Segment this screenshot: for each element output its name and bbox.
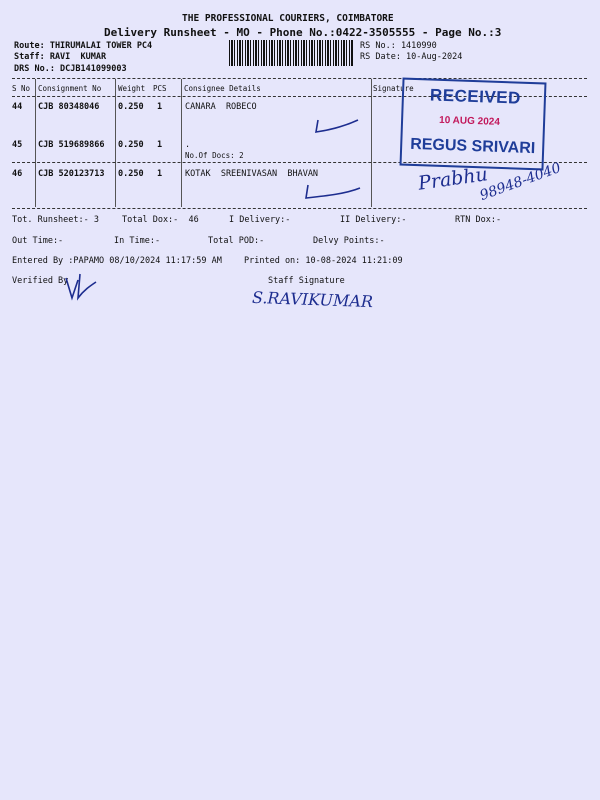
stamp-date: 10 AUG 2024 [438, 114, 501, 128]
row-45-weight: 0.250 [118, 140, 144, 150]
verified-signature [60, 268, 100, 304]
row-44-consignee: CANARA ROBECO [185, 102, 257, 112]
rs-number: RS No.: 1410990 [360, 41, 437, 51]
row-44-consignment: CJB 80348046 [38, 102, 100, 112]
received-stamp [400, 78, 547, 171]
staff-signature: S.RAVIKUMAR [251, 287, 374, 312]
row-46-consignment: CJB 520123713 [38, 169, 105, 179]
row-45-docs-note: No.Of Docs: 2 [185, 151, 244, 160]
row-45-pcs: 1 [157, 140, 163, 150]
row-46-pcs: 1 [157, 169, 163, 179]
i-delivery: I Delivery:- [229, 215, 291, 225]
col-signature: Signature [373, 84, 414, 93]
in-time: In Time:- [114, 236, 161, 246]
receiver-signature: Prabhu [416, 163, 490, 195]
out-time: Out Time:- [12, 236, 64, 246]
company-name: THE PROFESSIONAL COURIERS, COIMBATORE [182, 13, 394, 24]
row-44-weight: 0.250 [118, 102, 144, 112]
row-46-consignee: KOTAK SREENIVASAN BHAVAN [185, 169, 319, 179]
rtn-dox: RTN Dox:- [455, 215, 502, 225]
col-weight: Weight [118, 84, 146, 93]
col-sno: S No [12, 84, 31, 93]
receiver-phone: 98948-4040 [477, 159, 564, 205]
barcode [229, 40, 354, 66]
delvy-points: Delvy Points:- [313, 236, 385, 246]
rs-date: RS Date: 10-Aug-2024 [360, 52, 463, 62]
verified-by-label: Verified By [12, 276, 69, 286]
entered-by: Entered By :PAPAMO 08/10/2024 11:17:59 AM [12, 256, 222, 266]
tick-icon [306, 185, 360, 198]
route-label: Route: THIRUMALAI TOWER PC4 [14, 41, 153, 51]
stamp-company-name: REGUS SRIVARI [409, 135, 536, 158]
row-45-consignee: . [185, 140, 191, 150]
total-pod: Total POD:- [208, 236, 265, 246]
col-rule [35, 79, 36, 207]
total-dox: Total Dox:- 46 [122, 215, 199, 225]
printed-on: Printed on: 10-08-2024 11:21:09 [244, 256, 403, 266]
col-consignee: Consignee Details [184, 84, 261, 93]
row-44-pcs: 1 [157, 102, 163, 112]
tick-marks [300, 110, 380, 210]
row-46-sno: 46 [12, 169, 23, 179]
tick-icon [316, 120, 358, 132]
col-consignment: Consignment No [38, 84, 102, 93]
drs-number: DRS No.: DCJB141099003 [14, 64, 127, 74]
runsheet-title: Delivery Runsheet - MO - Phone No.:0422-3505555 - Page No.:3 [104, 26, 502, 39]
col-rule [115, 79, 116, 207]
row-46-weight: 0.250 [118, 169, 144, 179]
staff-signature-label: Staff Signature [268, 276, 345, 286]
row-44-sno: 44 [12, 102, 23, 112]
col-rule [181, 79, 182, 207]
total-runsheet: Tot. Runsheet:- 3 [12, 215, 99, 225]
col-pcs: PCS [153, 84, 167, 93]
staff-label: Staff: RAVI KUMAR [14, 52, 107, 62]
stamp-received-text: RECEIVED [429, 85, 522, 108]
row-45-sno: 45 [12, 140, 23, 150]
row-45-consignment: CJB 519689866 [38, 140, 105, 150]
divider-top [12, 78, 587, 79]
ii-delivery: II Delivery:- [340, 215, 407, 225]
